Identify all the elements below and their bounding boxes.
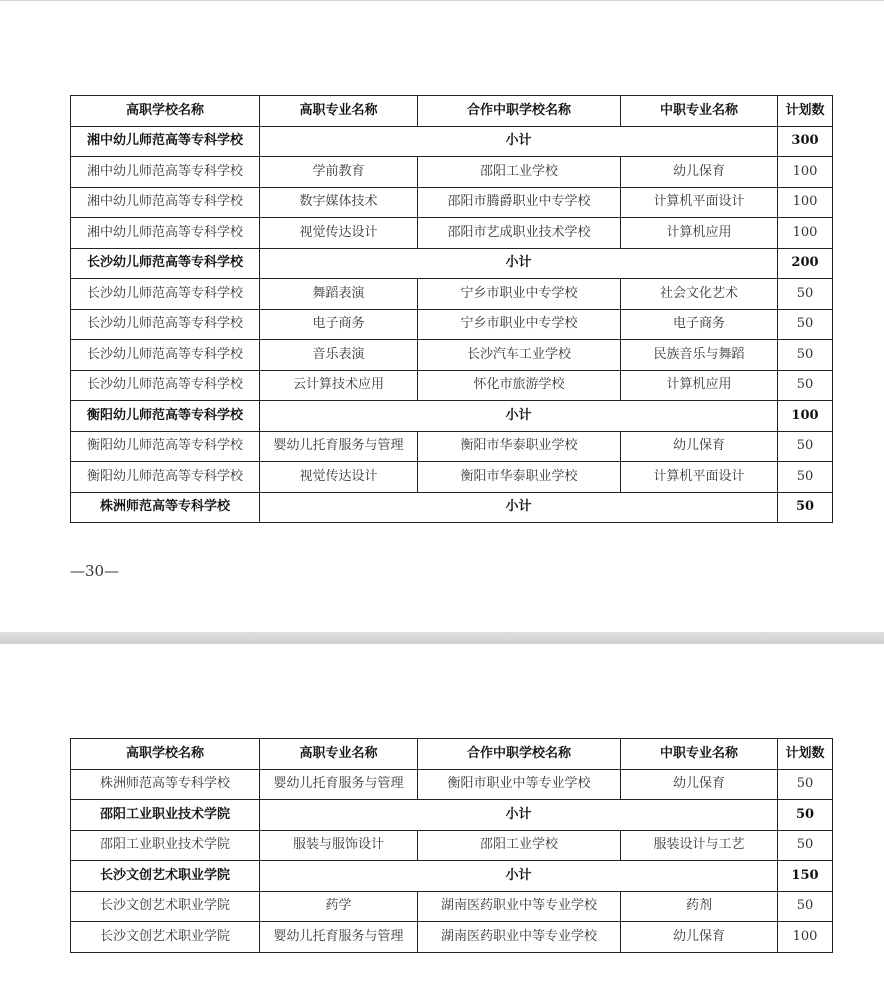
school-name-cell: 衡阳幼儿师范高等专科学校 [71,401,260,432]
school-name-cell: 株洲师范高等专科学校 [71,492,260,523]
header-plan-count: 计划数 [778,96,833,127]
secondary-major-cell: 社会文化艺术 [621,279,778,310]
school-name-cell: 长沙幼儿师范高等专科学校 [71,248,260,279]
school-name-cell: 衡阳幼儿师范高等专科学校 [71,431,260,462]
major-cell: 舞蹈表演 [260,279,418,310]
subtotal-label-cell: 小计 [260,492,778,523]
subtotal-label-cell: 小计 [260,861,778,892]
table-body [71,769,833,952]
plan-count-cell: 100 [778,922,833,953]
plan-count-cell: 50 [778,891,833,922]
table-row [71,309,833,340]
major-cell: 电子商务 [260,309,418,340]
header-school: 高职学校名称 [71,739,260,770]
subtotal-row [71,492,833,523]
table-body [71,126,833,523]
school-name-cell: 长沙幼儿师范高等专科学校 [71,279,260,310]
school-name-cell: 湘中幼儿师范高等专科学校 [71,157,260,188]
plan-count-cell: 50 [778,279,833,310]
secondary-major-cell: 电子商务 [621,309,778,340]
major-cell: 婴幼儿托育服务与管理 [260,922,418,953]
secondary-major-cell: 计算机应用 [621,370,778,401]
partner-school-cell: 怀化市旅游学校 [418,370,621,401]
secondary-major-cell: 民族音乐与舞蹈 [621,340,778,371]
major-cell: 服装与服饰设计 [260,830,418,861]
secondary-major-cell: 幼儿保育 [621,157,778,188]
major-cell: 药学 [260,891,418,922]
school-name-cell: 衡阳幼儿师范高等专科学校 [71,462,260,493]
secondary-major-cell: 药剂 [621,891,778,922]
subtotal-row [71,248,833,279]
secondary-major-cell: 计算机平面设计 [621,462,778,493]
partner-school-cell: 邵阳工业学校 [418,830,621,861]
header-plan-count: 计划数 [778,739,833,770]
school-name-cell: 邵阳工业职业技术学院 [71,800,260,831]
enrollment-plan-table [70,95,833,523]
table-row [71,830,833,861]
school-name-cell: 长沙幼儿师范高等专科学校 [71,340,260,371]
secondary-major-cell: 幼儿保育 [621,431,778,462]
subtotal-label-cell: 小计 [260,401,778,432]
school-name-cell: 湘中幼儿师范高等专科学校 [71,126,260,157]
major-cell: 视觉传达设计 [260,462,418,493]
partner-school-cell: 宁乡市职业中专学校 [418,309,621,340]
school-name-cell: 邵阳工业职业技术学院 [71,830,260,861]
subtotal-label-cell: 小计 [260,126,778,157]
table-header-row [71,96,833,127]
partner-school-cell: 湖南医药职业中等专业学校 [418,891,621,922]
partner-school-cell: 衡阳市华泰职业学校 [418,462,621,493]
partner-school-cell: 湖南医药职业中等专业学校 [418,922,621,953]
partner-school-cell: 邵阳市腾爵职业中专学校 [418,187,621,218]
plan-count-cell: 150 [778,861,833,892]
header-secondary-major: 中职专业名称 [621,739,778,770]
secondary-major-cell: 计算机应用 [621,218,778,249]
header-major: 高职专业名称 [260,96,418,127]
subtotal-row [71,126,833,157]
table-row [71,187,833,218]
subtotal-row [71,800,833,831]
table-header-row [71,739,833,770]
school-name-cell: 株洲师范高等专科学校 [71,769,260,800]
plan-count-cell: 100 [778,187,833,218]
subtotal-row [71,401,833,432]
table-row [71,157,833,188]
subtotal-label-cell: 小计 [260,248,778,279]
table-row [71,340,833,371]
plan-count-cell: 50 [778,370,833,401]
subtotal-label-cell: 小计 [260,800,778,831]
plan-count-cell: 300 [778,126,833,157]
page-top-edge [0,0,884,1]
partner-school-cell: 宁乡市职业中专学校 [418,279,621,310]
plan-count-cell: 50 [778,309,833,340]
table-row [71,891,833,922]
school-name-cell: 长沙幼儿师范高等专科学校 [71,370,260,401]
plan-count-cell: 50 [778,462,833,493]
table-row [71,769,833,800]
table-row [71,218,833,249]
partner-school-cell: 衡阳市华泰职业学校 [418,431,621,462]
enrollment-plan-table-continued [70,738,833,953]
secondary-major-cell: 服装设计与工艺 [621,830,778,861]
plan-count-cell: 50 [778,800,833,831]
header-major: 高职专业名称 [260,739,418,770]
major-cell: 音乐表演 [260,340,418,371]
plan-count-cell: 200 [778,248,833,279]
document-page-31 [0,644,884,995]
partner-school-cell: 衡阳市职业中等专业学校 [418,769,621,800]
school-name-cell: 长沙文创艺术职业学院 [71,891,260,922]
school-name-cell: 湘中幼儿师范高等专科学校 [71,218,260,249]
header-school: 高职学校名称 [71,96,260,127]
school-name-cell: 湘中幼儿师范高等专科学校 [71,187,260,218]
plan-count-cell: 100 [778,157,833,188]
partner-school-cell: 邵阳市艺成职业技术学校 [418,218,621,249]
major-cell: 数字媒体技术 [260,187,418,218]
partner-school-cell: 邵阳工业学校 [418,157,621,188]
school-name-cell: 长沙文创艺术职业学院 [71,861,260,892]
table-row [71,462,833,493]
major-cell: 学前教育 [260,157,418,188]
secondary-major-cell: 幼儿保育 [621,769,778,800]
plan-count-cell: 50 [778,431,833,462]
school-name-cell: 长沙文创艺术职业学院 [71,922,260,953]
plan-count-cell: 100 [778,401,833,432]
page-separator [0,632,884,644]
major-cell: 视觉传达设计 [260,218,418,249]
plan-count-cell: 100 [778,218,833,249]
plan-count-cell: 50 [778,492,833,523]
table-row [71,922,833,953]
subtotal-row [71,861,833,892]
table-row [71,431,833,462]
secondary-major-cell: 幼儿保育 [621,922,778,953]
header-partner-school: 合作中职学校名称 [418,96,621,127]
page-number: —30— [70,562,120,580]
partner-school-cell: 长沙汽车工业学校 [418,340,621,371]
plan-count-cell: 50 [778,830,833,861]
header-partner-school: 合作中职学校名称 [418,739,621,770]
major-cell: 婴幼儿托育服务与管理 [260,769,418,800]
table-row [71,279,833,310]
school-name-cell: 长沙幼儿师范高等专科学校 [71,309,260,340]
plan-count-cell: 50 [778,340,833,371]
major-cell: 婴幼儿托育服务与管理 [260,431,418,462]
table-row [71,370,833,401]
plan-count-cell: 50 [778,769,833,800]
major-cell: 云计算技术应用 [260,370,418,401]
secondary-major-cell: 计算机平面设计 [621,187,778,218]
header-secondary-major: 中职专业名称 [621,96,778,127]
